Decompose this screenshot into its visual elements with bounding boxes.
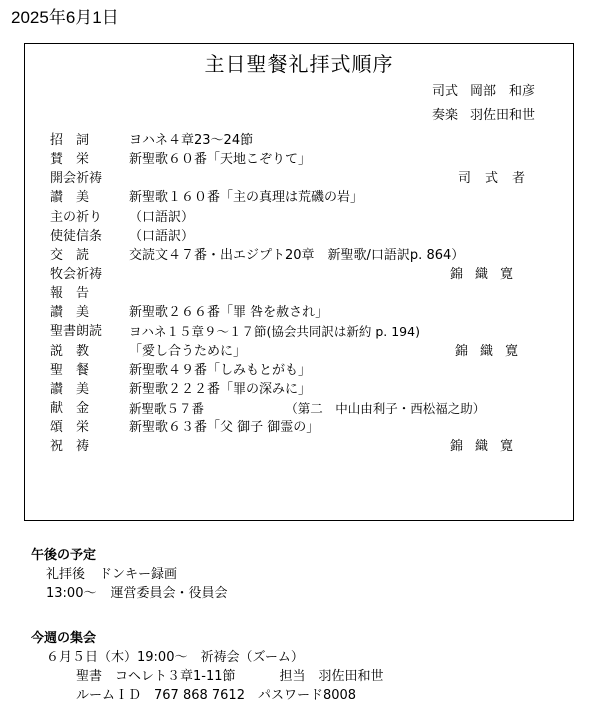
afternoon-item-text: 運営委員会・役員会	[110, 586, 228, 601]
service-row	[25, 265, 573, 284]
service-item-content: 新聖歌４９番「しみもとがも」	[129, 362, 312, 378]
order-title: 主日聖餐礼拝式順序	[204, 52, 394, 76]
service-item-content: 新聖歌６０番「天地こぞりて」	[129, 152, 312, 168]
afternoon-item-text: ドンキー録画	[99, 567, 178, 582]
service-item-content: 新聖歌２６６番「罪 咎を赦され」	[129, 305, 329, 321]
service-row	[25, 188, 573, 207]
meeting-detail	[31, 667, 384, 686]
afternoon-item	[31, 584, 227, 603]
service-row	[25, 131, 573, 150]
service-item-label: 頌 栄	[50, 420, 90, 436]
service-row	[25, 208, 573, 227]
order-of-service-box	[24, 43, 574, 521]
service-item-leader: 錦織寛	[455, 343, 531, 359]
service-item-label: 使徒信条	[50, 228, 103, 244]
afternoon-schedule	[31, 546, 227, 603]
service-row	[25, 303, 573, 322]
staff-organist	[432, 107, 535, 125]
bulletin-date: 2025年6月1日	[11, 8, 119, 27]
meeting-room-info: ルームＩＤ 767 868 7612 パスワード8008	[76, 688, 357, 703]
service-row	[25, 169, 573, 188]
staff-name: 羽佐田和世	[470, 108, 536, 123]
meeting-leader: 担当 羽佐田和世	[279, 669, 384, 684]
staff-officiant	[432, 83, 535, 101]
service-item-content: 交読文４７番・出エジプト20章 新聖歌/口語訳p. 864）	[129, 247, 465, 263]
service-item-label: 招 詞	[50, 133, 90, 148]
service-row	[25, 246, 573, 265]
staff-name: 岡部 和彦	[470, 84, 536, 99]
staff-role: 司式	[432, 84, 459, 99]
service-item-label: 賛 栄	[50, 152, 90, 168]
service-item-label: 献 金	[50, 400, 90, 416]
service-item-label: 牧会祈祷	[50, 266, 103, 282]
service-item-content: 新聖歌１６０番「主の真理は荒磯の岩」	[129, 190, 364, 206]
service-row	[25, 418, 573, 437]
afternoon-item-time: 礼拝後	[46, 567, 86, 582]
service-item-content: 「愛し合うために」	[129, 343, 247, 359]
service-row	[25, 437, 573, 456]
service-item-label: 開会祈祷	[50, 171, 103, 187]
service-item-content: 新聖歌６３番「父 御子 御霊の」	[129, 420, 320, 436]
meeting-scripture: 聖書 コヘレト３章1-11節	[76, 669, 236, 684]
service-item-label: 讃 美	[50, 305, 90, 321]
service-row	[25, 361, 573, 380]
service-item-content: ヨハネ１５章９～１７節(協会共同訳は新約 p. 194)	[129, 324, 420, 340]
service-row	[25, 284, 573, 303]
service-item-leader: 司式者	[458, 171, 540, 187]
service-row	[25, 342, 573, 361]
service-order-list	[25, 131, 573, 456]
service-item-label: 祝 祷	[50, 439, 90, 455]
afternoon-item-time: 13:00～	[46, 586, 97, 601]
service-item-label: 聖 餐	[50, 362, 90, 378]
staff-role: 奏楽	[432, 108, 459, 123]
service-item-content: （口語訳）	[129, 228, 195, 244]
service-row	[25, 380, 573, 399]
service-row	[25, 150, 573, 169]
service-item-leader: 錦織寛	[450, 266, 526, 282]
service-item-label: 讃 美	[50, 190, 90, 206]
service-item-content: （口語訳）	[129, 209, 195, 225]
service-item-content: ヨハネ４章23～24節	[129, 133, 254, 148]
meetings-heading: 今週の集会	[31, 631, 97, 646]
service-item-label: 報 告	[50, 286, 90, 302]
service-item-label: 聖書朗読	[50, 324, 103, 340]
service-row	[25, 322, 573, 341]
service-row	[25, 227, 573, 246]
afternoon-item	[31, 565, 227, 584]
service-item-content: 新聖歌５７番 （第二 中山由利子・西松福之助）	[129, 400, 486, 416]
service-item-label: 説 教	[50, 343, 90, 359]
service-item-content: 新聖歌２２２番「罪の深みに」	[129, 381, 312, 397]
service-item-label: 主の祈り	[50, 209, 103, 225]
service-row	[25, 399, 573, 418]
service-item-label: 讃 美	[50, 381, 90, 397]
meeting-entry: ６月５日（木）19:00～ 祈祷会（ズーム）	[46, 650, 304, 665]
service-item-label: 交 読	[50, 247, 90, 263]
afternoon-heading: 午後の予定	[31, 548, 97, 563]
service-item-leader: 錦織寛	[450, 439, 526, 455]
weekly-meetings	[31, 629, 384, 705]
